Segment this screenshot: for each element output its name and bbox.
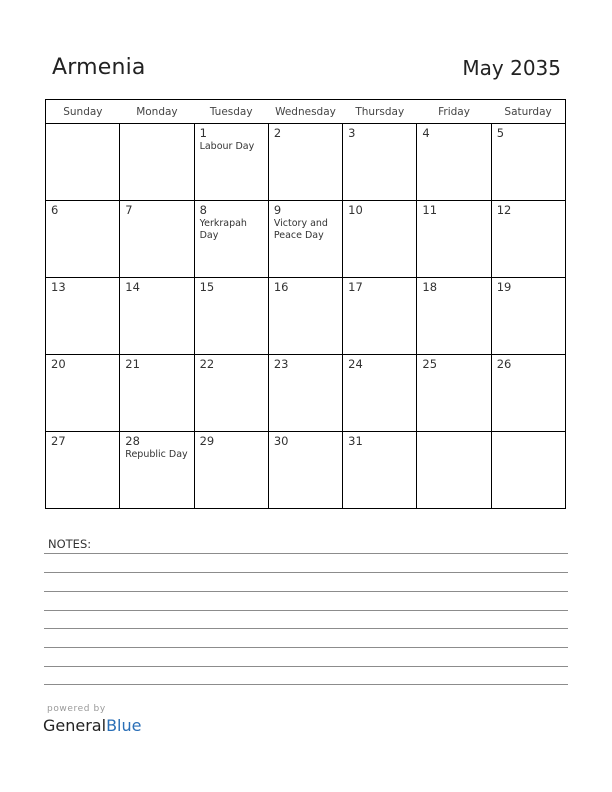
calendar-grid	[45, 99, 566, 509]
day-number: 17	[348, 280, 363, 294]
day-number: 13	[51, 280, 66, 294]
day-cell	[46, 355, 120, 432]
day-number: 29	[199, 434, 215, 448]
day-number: 23	[273, 357, 289, 371]
day-number: 5	[496, 126, 505, 140]
day-number: 1	[199, 126, 207, 140]
day-number: 19	[496, 280, 512, 294]
holiday-label: Victory and Peace Day	[273, 218, 328, 241]
notes-label: NOTES:	[48, 537, 92, 551]
day-cell	[120, 201, 194, 278]
note-line	[44, 647, 568, 648]
weekday-wednesday: Wednesday	[268, 100, 342, 124]
day-cell	[268, 201, 342, 278]
day-cell	[417, 355, 491, 432]
day-number: 20	[51, 357, 66, 371]
day-number: 11	[422, 203, 438, 217]
day-number	[417, 432, 490, 435]
day-cell	[491, 201, 565, 278]
day-number: 15	[199, 280, 215, 294]
holiday-label: Republic Day	[125, 449, 188, 460]
day-number: 3	[348, 126, 356, 140]
week-row	[46, 278, 566, 355]
day-cell	[194, 355, 268, 432]
day-number: 14	[125, 280, 140, 294]
holiday-label: Labour Day	[199, 141, 255, 152]
day-cell	[120, 124, 194, 201]
day-cell	[268, 124, 342, 201]
month-year-title: May 2035	[462, 56, 561, 80]
note-line	[44, 591, 568, 592]
note-line	[44, 610, 568, 611]
day-number: 8	[199, 203, 207, 217]
day-number: 4	[422, 126, 430, 140]
day-number: 12	[496, 203, 512, 217]
weekday-sunday: Sunday	[46, 100, 120, 124]
day-cell	[120, 278, 194, 355]
day-cell	[343, 355, 417, 432]
day-number: 26	[496, 357, 512, 371]
day-cell	[417, 432, 491, 509]
day-cell	[46, 432, 120, 509]
day-cell	[194, 124, 268, 201]
day-cell	[194, 432, 268, 509]
day-number: 28	[125, 434, 140, 448]
day-cell	[120, 355, 194, 432]
day-number	[492, 432, 565, 435]
day-number: 21	[125, 357, 140, 371]
day-cell	[343, 124, 417, 201]
day-cell	[417, 124, 491, 201]
day-cell	[194, 278, 268, 355]
day-number: 27	[51, 434, 66, 448]
day-cell	[268, 278, 342, 355]
day-cell	[491, 432, 565, 509]
day-number: 6	[51, 203, 59, 217]
day-number: 9	[273, 203, 282, 217]
country-title: Armenia	[52, 55, 146, 80]
brand-blue: Blue	[106, 716, 142, 735]
holiday-label: Yerkrapah Day	[199, 218, 247, 241]
brand-general: General	[43, 716, 107, 735]
day-cell	[417, 278, 491, 355]
week-row	[46, 432, 566, 509]
note-line	[44, 666, 568, 667]
day-number: 25	[422, 357, 438, 371]
week-row	[46, 201, 566, 278]
week-row	[46, 124, 566, 201]
day-cell	[417, 201, 491, 278]
day-cell	[46, 124, 120, 201]
weekday-thursday: Thursday	[343, 100, 417, 124]
day-number: 16	[273, 280, 289, 294]
day-cell	[268, 355, 342, 432]
note-line	[44, 628, 568, 629]
weekday-monday: Monday	[120, 100, 194, 124]
note-line	[44, 572, 568, 573]
day-cell	[343, 278, 417, 355]
generalblue-logo	[43, 716, 141, 735]
powered-by-text: powered by	[47, 704, 106, 714]
weekday-saturday: Saturday	[491, 100, 565, 124]
weekday-friday: Friday	[417, 100, 491, 124]
day-cell	[268, 432, 342, 509]
weekday-header-row	[46, 100, 566, 124]
day-cell	[491, 278, 565, 355]
weekday-tuesday: Tuesday	[194, 100, 268, 124]
day-cell	[491, 355, 565, 432]
note-line	[44, 553, 568, 554]
day-number	[120, 124, 193, 127]
day-cell	[120, 432, 194, 509]
day-number: 31	[348, 434, 363, 448]
day-number: 7	[125, 203, 133, 217]
day-number: 18	[422, 280, 438, 294]
day-number	[46, 124, 119, 127]
week-row	[46, 355, 566, 432]
day-cell	[46, 278, 120, 355]
day-cell	[46, 201, 120, 278]
day-number: 22	[199, 357, 215, 371]
day-cell	[194, 201, 268, 278]
day-cell	[491, 124, 565, 201]
day-cell	[343, 201, 417, 278]
day-cell	[343, 432, 417, 509]
day-number: 2	[273, 126, 282, 140]
day-number: 10	[348, 203, 363, 217]
day-number: 24	[348, 357, 363, 371]
note-line	[44, 684, 568, 685]
day-number: 30	[273, 434, 289, 448]
